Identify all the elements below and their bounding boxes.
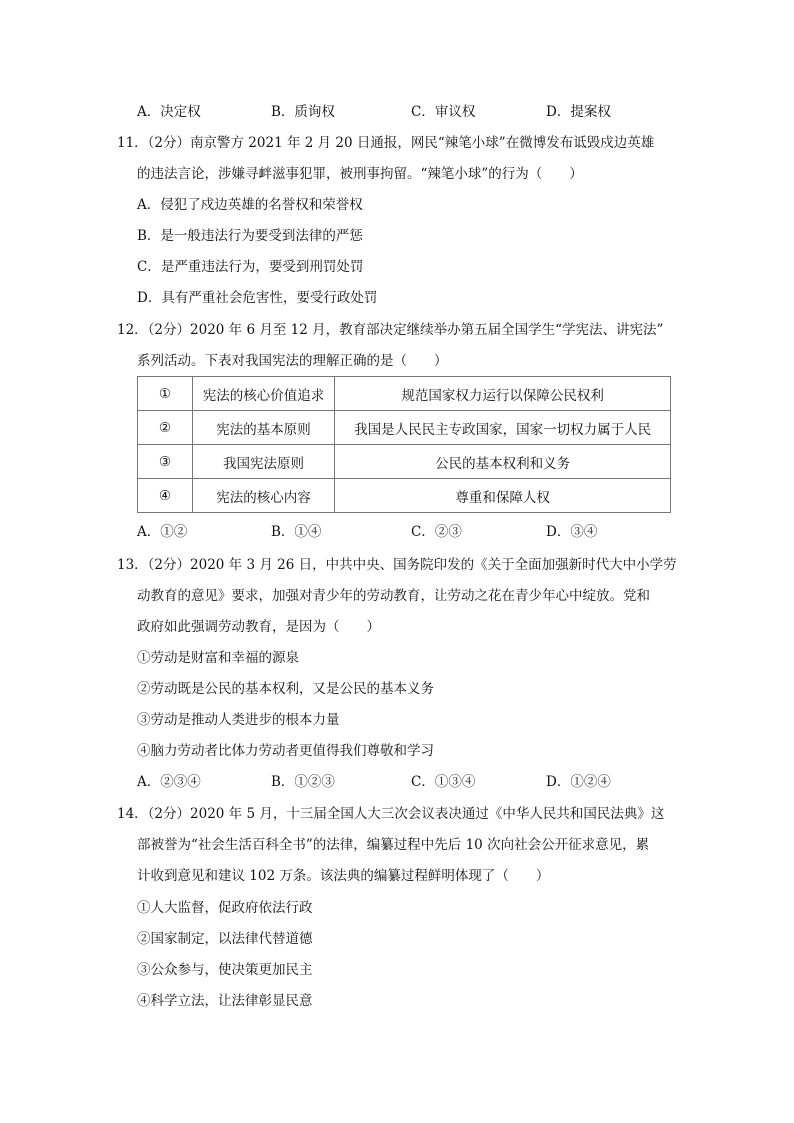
table-cell-index: ④	[138, 479, 193, 513]
q11-choice-b: B．是一般违法行为要受到法律的严惩	[137, 228, 363, 244]
q13-option-c: C．①③④	[411, 774, 476, 790]
q14-stem-line-2: 部被誉为“社会生活百科全书”的法律，编纂过程中先后 10 次向社会公开征求意见，累	[137, 837, 650, 853]
table-cell-meaning: 我国是人民民主专政国家，国家一切权力属于人民	[335, 411, 671, 445]
q11-choice-d: D．具有严重社会危害性，要受行政处罚	[137, 290, 378, 306]
q10-option-b: B．质询权	[271, 104, 335, 120]
q11-stem-line-2: 的违法言论，涉嫌寻衅滋事犯罪，被刑事拘留。“辣笔小球”的行为（ ）	[137, 166, 583, 182]
q12-option-b: B．①④	[271, 524, 322, 540]
q13-stem-line-3: 政府如此强调劳动教育，是因为（ ）	[137, 619, 380, 635]
table-cell-meaning: 尊重和保障人权	[335, 479, 671, 513]
q12-option-d: D．③④	[546, 524, 598, 540]
q13-statement-3: ③劳动是推动人类进步的根本力量	[137, 712, 340, 728]
q11-choice-a: A．侵犯了戍边英雄的名誉权和荣誉权	[137, 197, 363, 213]
q11-choice-c: C．是严重违法行为，要受到刑罚处罚	[137, 259, 364, 275]
q13-statement-4: ④脑力劳动者比体力劳动者更值得我们尊敬和学习	[137, 743, 434, 759]
q13-option-d: D．①②④	[546, 774, 611, 790]
q10-option-c: C．审议权	[411, 104, 476, 120]
table-row	[138, 479, 671, 513]
table-cell-term: 我国宪法原则	[192, 445, 334, 479]
q11-stem-line-1: 11．（2分）南京警方 2021 年 2 月 20 日通报，网民“辣笔小球”在微博发布诋毁戍边英雄	[117, 135, 655, 151]
table-row	[138, 377, 671, 411]
table-row	[138, 445, 671, 479]
table-cell-index: ①	[138, 377, 193, 411]
table-cell-index: ②	[138, 411, 193, 445]
q13-option-a: A．②③④	[137, 774, 201, 790]
table-cell-term: 宪法的核心内容	[192, 479, 334, 513]
q12-constitution-table	[137, 376, 671, 513]
q12-stem-line-1: 12．（2分）2020 年 6 月至 12 月，教育部决定继续举办第五届全国学生“学宪法、讲宪法”	[117, 322, 664, 338]
table-row	[138, 411, 671, 445]
q13-option-b: B．①②③	[271, 774, 335, 790]
table-cell-meaning: 规范国家权力运行以保障公民权利	[335, 377, 671, 411]
q14-stem-line-3: 计收到意见和建议 102 万条。该法典的编纂过程鲜明体现了（ ）	[137, 868, 550, 884]
q14-stem-line-1: 14．（2分）2020 年 5 月，十三届全国人大三次会议表决通过《中华人民共和国民法典》这	[117, 806, 665, 822]
q10-option-a: A．决定权	[137, 104, 201, 120]
q13-statement-1: ①劳动是财富和幸福的源泉	[137, 650, 299, 666]
q12-stem-line-2: 系列活动。下表对我国宪法的理解正确的是（ ）	[137, 353, 448, 369]
q12-option-a: A．①②	[137, 524, 188, 540]
table-cell-index: ③	[138, 445, 193, 479]
q10-option-d: D．提案权	[546, 104, 611, 120]
table-cell-term: 宪法的核心价值追求	[192, 377, 334, 411]
table-cell-term: 宪法的基本原则	[192, 411, 334, 445]
q13-stem-line-1: 13．（2分）2020 年 3 月 26 日，中共中央、国务院印发的《关于全面加强新时代大中小学劳	[117, 557, 677, 573]
table-cell-meaning: 公民的基本权利和义务	[335, 445, 671, 479]
q13-stem-line-2: 动教育的意见》要求，加强对青少年的劳动教育，让劳动之花在青少年心中绽放。党和	[137, 588, 650, 604]
q14-statement-4: ④科学立法，让法律彰显民意	[137, 993, 313, 1009]
q14-statement-3: ③公众参与，使决策更加民主	[137, 962, 313, 978]
q14-statement-1: ①人大监督，促政府依法行政	[137, 900, 313, 916]
q12-option-c: C．②③	[411, 524, 462, 540]
q14-statement-2: ②国家制定，以法律代替道德	[137, 931, 313, 947]
q13-statement-2: ②劳动既是公民的基本权利，又是公民的基本义务	[137, 681, 434, 697]
